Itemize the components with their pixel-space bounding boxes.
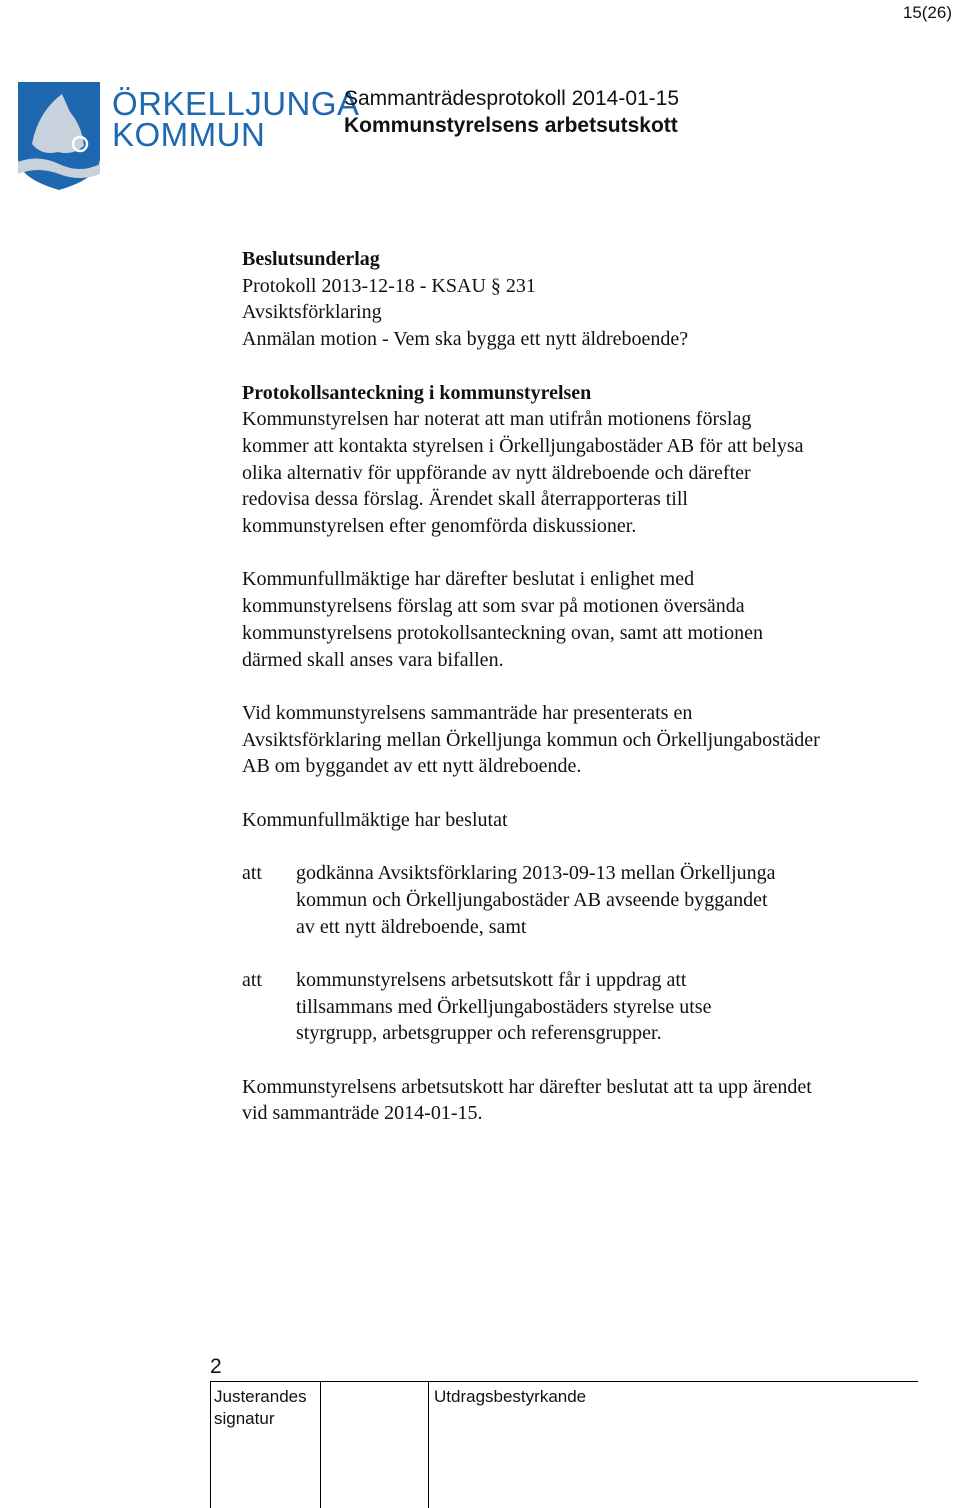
decision-item bbox=[242, 967, 922, 1047]
decision-item bbox=[242, 860, 922, 940]
header-subtitle: Kommunstyrelsens arbetsutskott bbox=[344, 114, 678, 137]
decision-line: styrgrupp, arbetsgrupper och referensgrupper. bbox=[296, 1022, 662, 1045]
kommunfullmaktige-paragraph bbox=[242, 566, 922, 673]
decision-line: av ett nytt äldreboende, samt bbox=[296, 915, 527, 938]
paragraph-line: Avsiktsförklaring mellan Örkelljunga kommun och Örkelljungabostäder bbox=[242, 728, 820, 751]
decision-line: kommun och Örkelljungabostäder AB avseende byggandet bbox=[296, 888, 768, 911]
beslutsunderlag-section bbox=[242, 246, 922, 353]
justerandes-line1: Justerandes bbox=[214, 1387, 307, 1406]
paragraph-line: Kommunstyrelsen har noterat att man utifrån motionens förslag bbox=[242, 408, 752, 431]
paragraph-line: därmed skall anses vara bifallen. bbox=[242, 648, 504, 671]
footer-page-digit: 2 bbox=[210, 1355, 222, 1378]
vid-sammantrade-paragraph bbox=[242, 700, 922, 780]
document-header bbox=[344, 85, 679, 139]
decision-prefix: att bbox=[242, 968, 262, 991]
paragraph-line: Kommunstyrelsens arbetsutskott har därefter beslutat att ta upp ärendet bbox=[242, 1075, 812, 1098]
logo-line1: ÖRKELLJUNGA bbox=[112, 85, 360, 122]
decision-line: kommunstyrelsens arbetsutskott får i uppdrag att bbox=[296, 968, 687, 991]
document-body bbox=[242, 246, 922, 1154]
paragraph-line: kommer att kontakta styrelsen i Örkelljungabostäder AB för att belysa bbox=[242, 434, 804, 457]
footer-divider bbox=[210, 1381, 918, 1382]
page-number: 15(26) bbox=[902, 3, 952, 22]
beslutsunderlag-line: Anmälan motion - Vem ska bygga ett nytt äldreboende? bbox=[242, 328, 689, 351]
beslutsunderlag-line: Avsiktsförklaring bbox=[242, 301, 382, 324]
paragraph-line: olika alternativ för uppförande av nytt äldreboende och därefter bbox=[242, 461, 751, 484]
footer-vertical-divider bbox=[210, 1381, 211, 1508]
municipal-logo-icon bbox=[18, 82, 100, 190]
paragraph-line: Kommunfullmäktige har beslutat bbox=[242, 808, 508, 831]
decision-line: tillsammans med Örkelljungabostäders styrelse utse bbox=[296, 995, 712, 1018]
paragraph-line: vid sammanträde 2014-01-15. bbox=[242, 1102, 483, 1125]
final-paragraph bbox=[242, 1074, 922, 1127]
logo-line2: KOMMUN bbox=[112, 116, 266, 153]
footer-vertical-divider bbox=[320, 1381, 321, 1508]
decision-text bbox=[296, 860, 856, 940]
paragraph-line: kommunstyrelsen efter genomförda diskussioner. bbox=[242, 515, 637, 538]
paragraph-line: Kommunfullmäktige har därefter beslutat i enlighet med bbox=[242, 568, 695, 591]
paragraph-line: kommunstyrelsens protokollsanteckning ovan, samt att motionen bbox=[242, 621, 764, 644]
paragraph-line: AB om byggandet av ett nytt äldreboende. bbox=[242, 755, 582, 778]
decision-line: godkänna Avsiktsförklaring 2013-09-13 mellan Örkelljunga bbox=[296, 862, 776, 885]
protokollsanteckning-section bbox=[242, 380, 922, 540]
utdragsbestyrkande-label: Utdragsbestyrkande bbox=[434, 1387, 587, 1406]
kf-beslutat-paragraph bbox=[242, 807, 922, 834]
beslutsunderlag-line: Protokoll 2013-12-18 - KSAU § 231 bbox=[242, 274, 536, 297]
logo-wordmark bbox=[112, 85, 360, 153]
header-title: Sammanträdesprotokoll 2014-01-15 bbox=[344, 87, 680, 110]
decision-text bbox=[296, 967, 856, 1047]
justerandes-line2: signatur bbox=[214, 1409, 275, 1428]
footer-vertical-divider bbox=[428, 1381, 429, 1508]
decision-prefix: att bbox=[242, 862, 262, 885]
beslutsunderlag-heading: Beslutsunderlag bbox=[242, 248, 380, 270]
paragraph-line: redovisa dessa förslag. Ärendet skall återrapporteras till bbox=[242, 488, 688, 511]
paragraph-line: kommunstyrelsens förslag att som svar på motionen översända bbox=[242, 595, 745, 618]
protokollsanteckning-heading: Protokollsanteckning i kommunstyrelsen bbox=[242, 381, 592, 404]
justerandes-signatur-label bbox=[214, 1386, 307, 1430]
paragraph-line: Vid kommunstyrelsens sammanträde har presenterats en bbox=[242, 701, 693, 724]
